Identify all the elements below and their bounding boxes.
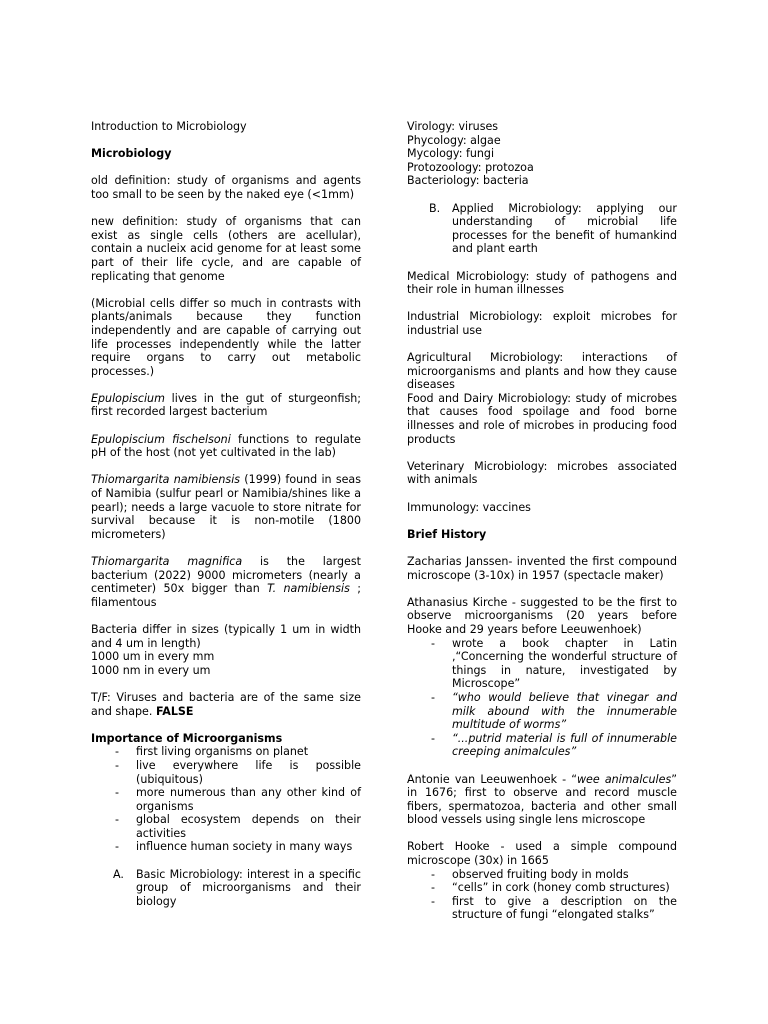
unit-conversion: 1000 nm in every um	[91, 663, 211, 677]
list-item: - live everywhere life is possible (ubiquitous)	[91, 759, 361, 786]
true-false-question	[91, 691, 361, 718]
branch-item: Bacteriology: bacteria	[407, 174, 529, 188]
branch-item: Phycology: algae	[407, 133, 501, 147]
question-answer: FALSE	[155, 704, 194, 718]
list-item: - “cells” in cork (honey comb structures)	[407, 881, 677, 895]
applied-microbiology-list	[407, 202, 677, 256]
species-text: lives in the gut of sturgeonfish; first recorded largest bacterium	[91, 391, 361, 419]
paragraph-text: Antonie van Leeuwenhoek - “	[407, 772, 577, 786]
list-marker: A.	[113, 867, 124, 881]
species-name: Epulopiscium fischelsoni	[91, 432, 231, 446]
species-text: functions to regulate pH of the host (not yet cultivated in the lab)	[91, 432, 361, 460]
epulopiscium-fischelsoni-paragraph	[91, 433, 361, 460]
species-text: ; filamentous	[91, 582, 361, 609]
section-heading-brief-history: Brief History	[407, 527, 487, 541]
species-text: (1999) found in seas of Namibia (sulfur pearl or Namibia/shines like a pearl); needs a large vacuole to store nitrate for survival because it is non-motile (1800 micrometers)	[91, 473, 362, 541]
left-column	[91, 120, 361, 922]
question-text: T/F: Viruses and bacteria are of the same size and shape.	[91, 690, 361, 718]
kirche-paragraph: Athanasius Kirche - suggested to be the first to observe microorganisms (20 years before Hooke and 29 years before Leeuwenhoek)	[407, 595, 677, 636]
hooke-list	[407, 868, 677, 922]
list-item	[407, 691, 677, 732]
importance-list	[91, 745, 361, 854]
microbial-cells-note: (Microbial cells differ so much in contrasts with plants/animals because they function independently and are capable of carrying out life processes independently while the latter require organs to carry out metabolic processes.)	[91, 296, 361, 378]
list-item-text: Basic Microbiology: interest in a specific group of microorganisms and their biology	[136, 867, 361, 908]
thiomargarita-magnifica-paragraph	[91, 555, 361, 609]
thiomargarita-namibiensis-paragraph	[91, 473, 361, 541]
species-name: Epulopiscium	[91, 391, 165, 405]
branch-item: Protozoology: protozoa	[407, 160, 534, 174]
veterinary-microbiology: Veterinary Microbiology: microbes associated with animals	[407, 459, 677, 487]
list-item-text: Applied Microbiology: applying our understanding of microbial life processes for the benefit of humankind and plant earth	[452, 201, 677, 256]
section-heading-importance: Importance of Microorganisms	[91, 731, 283, 745]
branch-item: Virology: viruses	[407, 120, 499, 133]
list-item: - global ecosystem depends on their activities	[91, 813, 361, 840]
immunology: Immunology: vaccines	[407, 500, 531, 514]
species-reference: T. namibiensis	[267, 582, 350, 596]
janssen-paragraph: Zacharias Janssen- invented the first compound microscope (3-10x) in 1957 (spectacle maker)	[407, 555, 677, 582]
hooke-paragraph: Robert Hooke - used a simple compound microscope (30x) in 1665	[407, 840, 677, 868]
section-heading-microbiology: Microbiology	[91, 147, 172, 161]
branch-item: Mycology: fungi	[407, 147, 495, 161]
list-item	[407, 732, 677, 759]
agricultural-microbiology: Agricultural Microbiology: interactions of microorganisms and plants and how they cause diseases	[407, 351, 677, 392]
medical-microbiology: Medical Microbiology: study of pathogens and their role in human illnesses	[407, 269, 677, 297]
industrial-microbiology: Industrial Microbiology: exploit microbes for industrial use	[407, 310, 677, 337]
species-name: Thiomargarita namibiensis	[91, 473, 241, 487]
list-item	[91, 868, 361, 909]
old-definition: old definition: study of organisms and agents too small to be seen by the naked eye (<1mm)	[91, 174, 361, 201]
food-dairy-microbiology: Food and Dairy Microbiology: study of microbes that causes food spoilage and food borne illnesses and role of microbes in producing food products	[407, 391, 677, 446]
unit-conversion: 1000 um in every mm	[91, 650, 215, 664]
epulopiscium-paragraph	[91, 392, 361, 419]
list-item: - influence human society in many ways	[91, 840, 361, 854]
list-item: - observed fruiting body in molds	[407, 868, 677, 882]
new-definition: new definition: study of organisms that can exist as single cells (others are acellular), contain a nucleix acid genome for at least some part of their life cycle, and are capable of replicating that genome	[91, 215, 361, 283]
list-item: - more numerous than any other kind of organisms	[91, 786, 361, 813]
list-item: - first living organisms on planet	[91, 745, 361, 759]
right-column	[407, 120, 677, 936]
paragraph-text: ” in 1676; first to observe and record muscle fibers, spermatozoa, bacteria and other small blood vessels using single lens microscope	[407, 772, 677, 827]
leeuwenhoek-paragraph	[407, 773, 677, 827]
species-text: is the largest bacterium (2022) 9000 micrometers (nearly a centimeter) 50x bigger than	[91, 555, 362, 596]
quote-text: “...putrid material is full of innumerable creeping animalcules”	[452, 731, 677, 759]
document-title: Introduction to Microbiology	[91, 120, 247, 133]
list-marker: B.	[429, 201, 441, 215]
quote-text: “who would believe that vinegar and milk abound with the innumerable multitude of worms”	[452, 690, 677, 732]
list-item: - wrote a book chapter in Latin ,“Concerning the wonderful structure of things in nature, investigated by Microscope”	[407, 637, 677, 691]
bacteria-sizes: Bacteria differ in sizes (typically 1 um in width and 4 um in length)	[91, 622, 361, 650]
basic-microbiology-list	[91, 868, 361, 909]
list-item: - first to give a description on the structure of fungi “elongated stalks”	[407, 895, 677, 922]
quote-text: wee animalcules	[576, 772, 672, 786]
list-item	[407, 202, 677, 256]
species-name: Thiomargarita magnifica	[91, 555, 243, 568]
kirche-list	[407, 637, 677, 759]
